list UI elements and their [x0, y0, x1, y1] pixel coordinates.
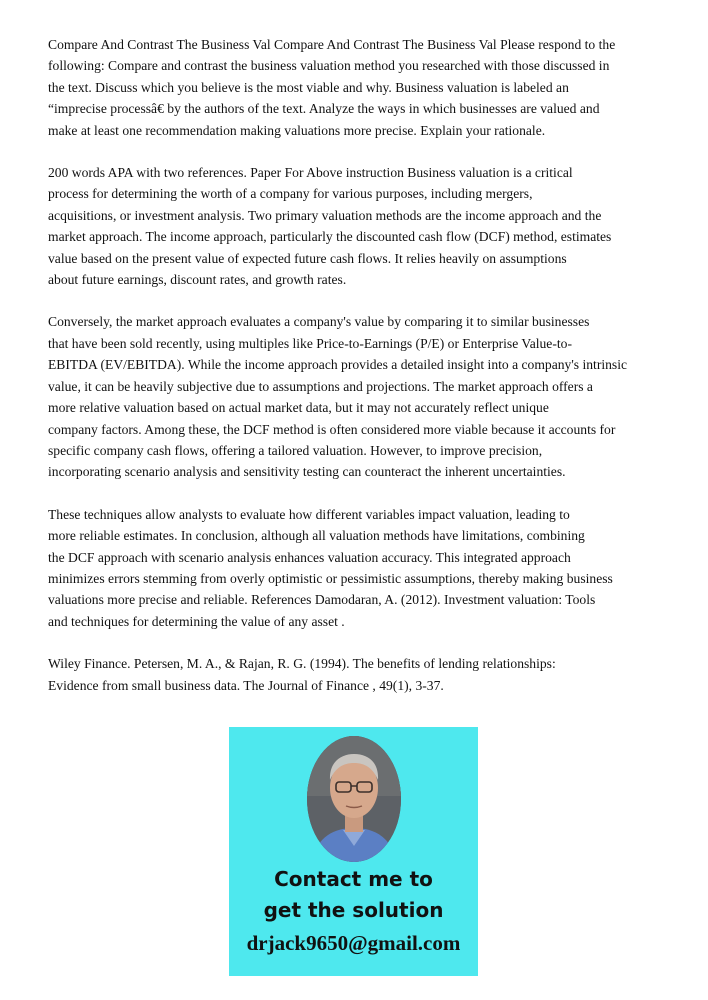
text-line: following: Compare and contrast the business valuation method you researched with those discussed in: [48, 58, 610, 74]
text-line: and techniques for determining the value of any asset .: [48, 613, 345, 629]
text-line: valuations more precise and reliable. References Damodaran, A. (2012). Investment valuation: Tools: [48, 592, 596, 608]
promo-heading-line1: Contact me to: [274, 867, 433, 891]
paragraph-3: [48, 311, 688, 482]
text-line: market approach. The income approach, particularly the discounted cash flow (DCF) method, estimates: [48, 229, 612, 245]
text-line: the text. Discuss which you believe is the most viable and why. Business valuation is labeled an: [48, 79, 569, 95]
contact-promo-banner: [229, 727, 478, 976]
text-line: Conversely, the market approach evaluates a company's value by comparing it to similar businesses: [48, 314, 590, 330]
text-line: EBITDA (EV/EBITDA). While the income approach provides a detailed insight into a company's intrinsic: [48, 357, 628, 373]
paragraph-2: [48, 162, 688, 290]
text-line: value, it can be heavily subjective due to assumptions and projections. The market approach offers a: [48, 378, 593, 394]
text-line: Compare And Contrast The Business Val Compare And Contrast The Business Val Please respond to the: [48, 37, 616, 52]
promo-heading-line2: get the solution: [263, 898, 444, 922]
portrait-illustration: [307, 736, 401, 862]
text-line: acquisitions, or investment analysis. Two primary valuation methods are the income approach and the: [48, 207, 602, 223]
document-body: [48, 34, 688, 717]
contact-email: drjack9650@gmail.com: [246, 931, 461, 955]
paragraph-4: [48, 504, 688, 632]
author-portrait: [307, 736, 401, 862]
text-line: company factors. Among these, the DCF method is often considered more viable because it accounts for: [48, 421, 616, 437]
paragraph-1: [48, 34, 688, 141]
text-line: more reliable estimates. In conclusion, although all valuation methods have limitations, combining: [48, 528, 585, 544]
text-line: specific company cash flows, offering a tailored valuation. However, to improve precision,: [48, 442, 543, 458]
text-line: about future earnings, discount rates, and growth rates.: [48, 272, 347, 288]
text-line: make at least one recommendation making valuations more precise. Explain your rationale.: [48, 122, 546, 138]
text-line: “imprecise processâ€ by the authors of the text. Analyze the ways in which businesses are valued and: [48, 101, 600, 117]
text-line: the DCF approach with scenario analysis enhances valuation accuracy. This integrated approach: [48, 549, 571, 565]
text-line: process for determining the worth of a company for various purposes, including mergers,: [48, 186, 533, 202]
text-line: 200 words APA with two references. Paper For Above instruction Business valuation is a critical: [48, 165, 573, 181]
text-line: Evidence from small business data. The Journal of Finance , 49(1), 3-37.: [48, 677, 444, 693]
text-line: Wiley Finance. Petersen, M. A., & Rajan, R. G. (1994). The benefits of lending relationships:: [48, 656, 556, 672]
text-line: incorporating scenario analysis and sensitivity testing can counteract the inherent uncertainties.: [48, 464, 566, 480]
text-line: minimizes errors stemming from overly optimistic or pessimistic assumptions, thereby making business: [48, 570, 613, 586]
paragraph-5: [48, 653, 688, 696]
text-line: value based on the present value of expected future cash flows. It relies heavily on assumptions: [48, 250, 567, 266]
text-line: more relative valuation based on actual market data, but it may not accurately reflect unique: [48, 400, 549, 416]
text-line: that have been sold recently, using multiples like Price-to-Earnings (P/E) or Enterprise Value-to-: [48, 335, 572, 351]
text-line: These techniques allow analysts to evaluate how different variables impact valuation, leading to: [48, 506, 570, 522]
